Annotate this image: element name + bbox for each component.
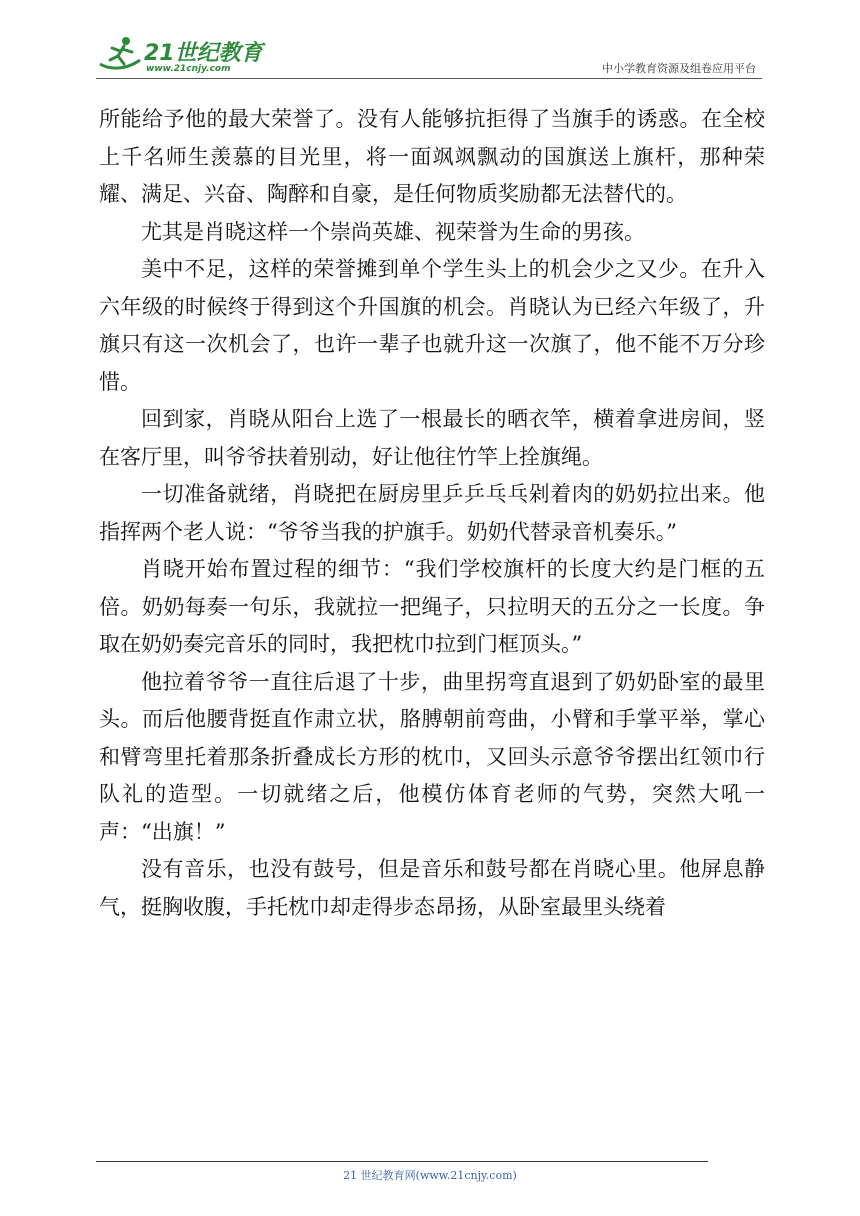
platform-label: 中小学教育资源及组卷应用平台 [602, 62, 756, 75]
runner-logo-icon [96, 34, 144, 74]
article-body [99, 101, 765, 926]
paragraph: 他拉着爷爷一直往后退了十步，曲里拐弯直退到了奶奶卧室的最里头。而后他腰背挺直作肃立状，胳膊朝前弯曲，小臂和手掌平举，掌心和臂弯里托着那条折叠成长方形的枕巾，又回头示意爷爷摆出红领巾行队礼的造型。一切就绪之后，他模仿体育老师的气势，突然大吼一声：“出旗！” [99, 669, 765, 844]
logo-text: 21世纪教育 [144, 41, 263, 66]
paragraph: 回到家，肖晓从阳台上选了一根最长的晒衣竿，横着拿进房间，竖在客厅里，叫爷爷扶着别动，好让他往竹竿上拴旗绳。 [99, 407, 765, 469]
footer-link[interactable]: 21 世纪教育网(www.21cnjy.com) [343, 1169, 517, 1182]
paragraph: 一切准备就绪，肖晓把在厨房里乒乒乓乓剁着肉的奶奶拉出来。他指挥两个老人说：“爷爷当我的护旗手。奶奶代替录音机奏乐。” [99, 482, 765, 544]
logo [96, 32, 266, 76]
header-divider [96, 78, 762, 79]
paragraph: 尤其是肖晓这样一个崇尚英雄、视荣誉为生命的男孩。 [141, 219, 645, 244]
page-header [96, 32, 760, 78]
paragraph: 所能给予他的最大荣誉了。没有人能够抗拒得了当旗手的诱惑。在全校上千名师生羡慕的目光里，将一面飒飒飘动的国旗送上旗杆，那种荣耀、满足、兴奋、陶醉和自豪，是任何物质奖励都无法替代的。 [99, 107, 765, 206]
paragraph: 美中不足，这样的荣誉摊到单个学生头上的机会少之又少。在升入六年级的时候终于得到这个升国旗的机会。肖晓认为已经六年级了，升旗只有这一次机会了，也许一辈子也就升这一次旗了，他不能不万分珍惜。 [99, 257, 765, 394]
logo-url: www.21cnjy.com [146, 64, 231, 74]
paragraph: 没有音乐，也没有鼓号，但是音乐和鼓号都在肖晓心里。他屏息静气，挺胸收腹，手托枕巾却走得步态昂扬，从卧室最里头绕着 [99, 857, 765, 919]
paragraph: 肖晓开始布置过程的细节：“我们学校旗杆的长度大约是门框的五倍。奶奶每奏一句乐，我就拉一把绳子，只拉明天的五分之一长度。争取在奶奶奏完音乐的同时，我把枕巾拉到门框顶头。” [99, 557, 765, 656]
footer-divider [96, 1161, 708, 1162]
